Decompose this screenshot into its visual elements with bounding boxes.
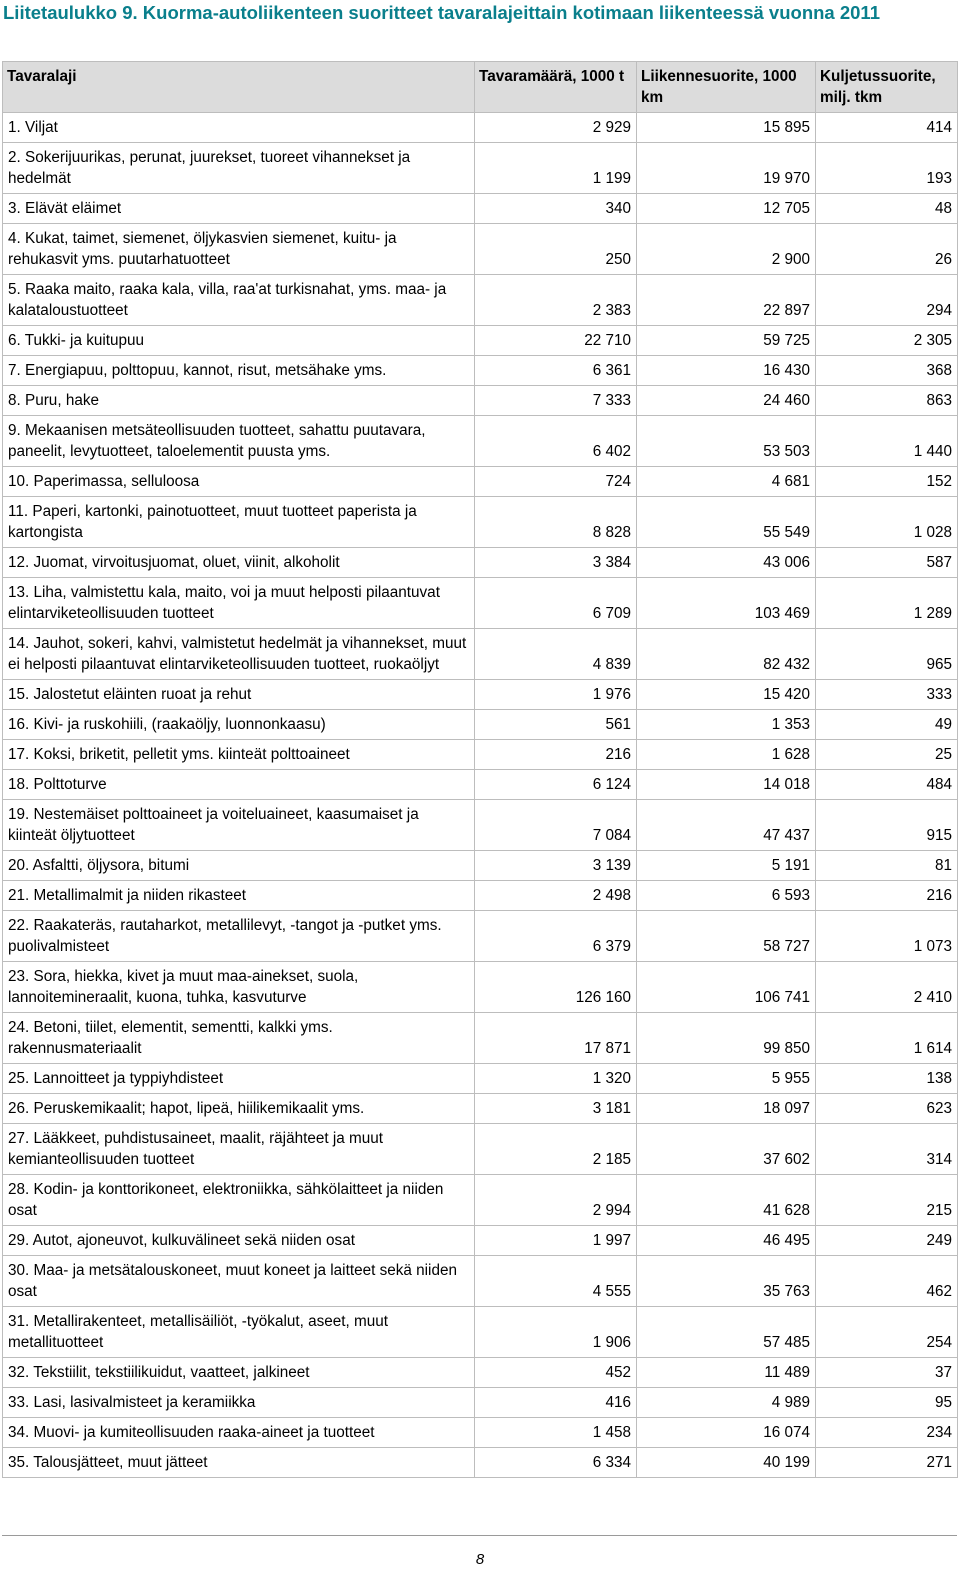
cell-tavaralaji: 2. Sokerijuurikas, perunat, juurekset, tuoreet vihannekset ja hedelmät [3, 143, 475, 194]
cell-tavaralaji: 34. Muovi- ja kumiteollisuuden raaka-aineet ja tuotteet [3, 1418, 475, 1448]
cell-tavaramaara: 1 997 [475, 1226, 637, 1256]
cell-tavaramaara: 250 [475, 224, 637, 275]
table-row [3, 548, 958, 578]
cell-tavaramaara: 3 139 [475, 851, 637, 881]
table-row [3, 416, 958, 467]
cell-tavaramaara: 6 334 [475, 1448, 637, 1478]
table-row [3, 224, 958, 275]
cell-kuljetussuorite: 2 410 [816, 962, 958, 1013]
cell-tavaramaara: 1 906 [475, 1307, 637, 1358]
cell-tavaralaji: 28. Kodin- ja konttorikoneet, elektroniikka, sähkölaitteet ja niiden osat [3, 1175, 475, 1226]
cell-tavaramaara: 3 384 [475, 548, 637, 578]
cell-tavaramaara: 6 124 [475, 770, 637, 800]
cell-tavaramaara: 6 402 [475, 416, 637, 467]
header-tavaralaji: Tavaralaji [3, 62, 475, 113]
table-row [3, 851, 958, 881]
cell-liikennesuorite: 57 485 [637, 1307, 816, 1358]
cell-liikennesuorite: 4 681 [637, 467, 816, 497]
cell-kuljetussuorite: 1 028 [816, 497, 958, 548]
cell-kuljetussuorite: 37 [816, 1358, 958, 1388]
cell-kuljetussuorite: 2 305 [816, 326, 958, 356]
table-row [3, 1175, 958, 1226]
cell-kuljetussuorite: 95 [816, 1388, 958, 1418]
cell-liikennesuorite: 19 970 [637, 143, 816, 194]
cell-liikennesuorite: 43 006 [637, 548, 816, 578]
cell-tavaramaara: 8 828 [475, 497, 637, 548]
table-row [3, 881, 958, 911]
table-row [3, 1358, 958, 1388]
table-row [3, 1448, 958, 1478]
cell-tavaralaji: 18. Polttoturve [3, 770, 475, 800]
cell-kuljetussuorite: 414 [816, 113, 958, 143]
table-row [3, 1256, 958, 1307]
cell-kuljetussuorite: 138 [816, 1064, 958, 1094]
page-number: 8 [475, 1551, 485, 1568]
cell-tavaralaji: 4. Kukat, taimet, siemenet, öljykasvien siemenet, kuitu- ja rehukasvit yms. puutarhatuotteet [3, 224, 475, 275]
cell-liikennesuorite: 18 097 [637, 1094, 816, 1124]
cell-tavaramaara: 6 379 [475, 911, 637, 962]
cell-liikennesuorite: 1 628 [637, 740, 816, 770]
cell-kuljetussuorite: 26 [816, 224, 958, 275]
table-row [3, 1013, 958, 1064]
table-row [3, 1124, 958, 1175]
table-row [3, 386, 958, 416]
cell-tavaramaara: 2 929 [475, 113, 637, 143]
cell-kuljetussuorite: 216 [816, 881, 958, 911]
table-row [3, 962, 958, 1013]
cell-kuljetussuorite: 193 [816, 143, 958, 194]
cell-liikennesuorite: 16 430 [637, 356, 816, 386]
cell-kuljetussuorite: 368 [816, 356, 958, 386]
cell-tavaralaji: 25. Lannoitteet ja typpiyhdisteet [3, 1064, 475, 1094]
cell-liikennesuorite: 6 593 [637, 881, 816, 911]
table-row [3, 1418, 958, 1448]
cell-liikennesuorite: 99 850 [637, 1013, 816, 1064]
cell-tavaramaara: 7 084 [475, 800, 637, 851]
cell-kuljetussuorite: 294 [816, 275, 958, 326]
cell-liikennesuorite: 106 741 [637, 962, 816, 1013]
table-row [3, 1226, 958, 1256]
cell-tavaralaji: 12. Juomat, virvoitusjuomat, oluet, viinit, alkoholit [3, 548, 475, 578]
cell-liikennesuorite: 5 955 [637, 1064, 816, 1094]
cell-tavaramaara: 17 871 [475, 1013, 637, 1064]
freight-table [2, 61, 958, 1478]
cell-liikennesuorite: 35 763 [637, 1256, 816, 1307]
table-row [3, 113, 958, 143]
cell-tavaralaji: 17. Koksi, briketit, pelletit yms. kiinteät polttoaineet [3, 740, 475, 770]
cell-liikennesuorite: 5 191 [637, 851, 816, 881]
table-row [3, 1094, 958, 1124]
cell-kuljetussuorite: 81 [816, 851, 958, 881]
cell-tavaralaji: 11. Paperi, kartonki, painotuotteet, muut tuotteet paperista ja kartongista [3, 497, 475, 548]
cell-tavaramaara: 1 320 [475, 1064, 637, 1094]
cell-tavaramaara: 416 [475, 1388, 637, 1418]
cell-liikennesuorite: 55 549 [637, 497, 816, 548]
table-row [3, 275, 958, 326]
cell-tavaralaji: 8. Puru, hake [3, 386, 475, 416]
cell-tavaramaara: 561 [475, 710, 637, 740]
cell-tavaralaji: 16. Kivi- ja ruskohiili, (raakaöljy, luonnonkaasu) [3, 710, 475, 740]
cell-kuljetussuorite: 48 [816, 194, 958, 224]
cell-tavaralaji: 5. Raaka maito, raaka kala, villa, raa'at turkisnahat, yms. maa- ja kalataloustuotteet [3, 275, 475, 326]
cell-tavaralaji: 7. Energiapuu, polttopuu, kannot, risut, metsähake yms. [3, 356, 475, 386]
cell-kuljetussuorite: 249 [816, 1226, 958, 1256]
table-row [3, 770, 958, 800]
table-row [3, 1307, 958, 1358]
cell-liikennesuorite: 103 469 [637, 578, 816, 629]
cell-liikennesuorite: 14 018 [637, 770, 816, 800]
table-row [3, 710, 958, 740]
cell-kuljetussuorite: 271 [816, 1448, 958, 1478]
cell-tavaramaara: 22 710 [475, 326, 637, 356]
cell-tavaralaji: 29. Autot, ajoneuvot, kulkuvälineet sekä niiden osat [3, 1226, 475, 1256]
cell-liikennesuorite: 11 489 [637, 1358, 816, 1388]
cell-tavaramaara: 4 839 [475, 629, 637, 680]
cell-liikennesuorite: 47 437 [637, 800, 816, 851]
cell-tavaramaara: 6 361 [475, 356, 637, 386]
cell-tavaramaara: 724 [475, 467, 637, 497]
cell-liikennesuorite: 4 989 [637, 1388, 816, 1418]
cell-kuljetussuorite: 25 [816, 740, 958, 770]
cell-tavaralaji: 22. Raakateräs, rautaharkot, metallilevyt, -tangot ja -putket yms. puolivalmisteet [3, 911, 475, 962]
table-row [3, 911, 958, 962]
cell-tavaralaji: 33. Lasi, lasivalmisteet ja keramiikka [3, 1388, 475, 1418]
cell-liikennesuorite: 40 199 [637, 1448, 816, 1478]
table-row [3, 740, 958, 770]
cell-kuljetussuorite: 49 [816, 710, 958, 740]
cell-tavaralaji: 23. Sora, hiekka, kivet ja muut maa-ainekset, suola, lannoitemineraalit, kuona, tuhka, kasvuturve [3, 962, 475, 1013]
table-row [3, 800, 958, 851]
cell-tavaramaara: 2 994 [475, 1175, 637, 1226]
cell-kuljetussuorite: 965 [816, 629, 958, 680]
cell-tavaralaji: 27. Lääkkeet, puhdistusaineet, maalit, räjähteet ja muut kemianteollisuuden tuotteet [3, 1124, 475, 1175]
cell-tavaralaji: 1. Viljat [3, 113, 475, 143]
cell-tavaralaji: 21. Metallimalmit ja niiden rikasteet [3, 881, 475, 911]
cell-tavaralaji: 13. Liha, valmistettu kala, maito, voi ja muut helposti pilaantuvat elintarviketeollisuuden tuotteet [3, 578, 475, 629]
cell-kuljetussuorite: 484 [816, 770, 958, 800]
cell-liikennesuorite: 37 602 [637, 1124, 816, 1175]
cell-liikennesuorite: 2 900 [637, 224, 816, 275]
table-row [3, 326, 958, 356]
cell-tavaramaara: 1 458 [475, 1418, 637, 1448]
cell-liikennesuorite: 58 727 [637, 911, 816, 962]
cell-tavaramaara: 1 976 [475, 680, 637, 710]
cell-tavaralaji: 6. Tukki- ja kuitupuu [3, 326, 475, 356]
cell-kuljetussuorite: 254 [816, 1307, 958, 1358]
cell-tavaramaara: 1 199 [475, 143, 637, 194]
page-title: Liitetaulukko 9. Kuorma-autoliikenteen suoritteet tavaralajeittain kotimaan liikenteessä vuonna 2011 [3, 2, 880, 23]
cell-liikennesuorite: 1 353 [637, 710, 816, 740]
cell-tavaramaara: 2 498 [475, 881, 637, 911]
cell-tavaramaara: 452 [475, 1358, 637, 1388]
header-liikennesuorite: Liikennesuorite, 1000 km [637, 62, 816, 113]
cell-tavaramaara: 4 555 [475, 1256, 637, 1307]
header-tavaramaara: Tavaramäärä, 1000 t [475, 62, 637, 113]
cell-tavaralaji: 14. Jauhot, sokeri, kahvi, valmistetut hedelmät ja vihannekset, muut ei helposti pilaantuvat elintarviketeollisuuden tuotteet, ruokaöljyt [3, 629, 475, 680]
table-row [3, 1388, 958, 1418]
table-row [3, 194, 958, 224]
table-row [3, 1064, 958, 1094]
cell-tavaralaji: 10. Paperimassa, selluloosa [3, 467, 475, 497]
cell-tavaramaara: 7 333 [475, 386, 637, 416]
cell-kuljetussuorite: 314 [816, 1124, 958, 1175]
cell-tavaramaara: 2 185 [475, 1124, 637, 1175]
table-row [3, 497, 958, 548]
table-row [3, 629, 958, 680]
cell-kuljetussuorite: 587 [816, 548, 958, 578]
cell-liikennesuorite: 16 074 [637, 1418, 816, 1448]
cell-tavaralaji: 19. Nestemäiset polttoaineet ja voiteluaineet, kaasumaiset ja kiinteät öljytuotteet [3, 800, 475, 851]
cell-kuljetussuorite: 1 614 [816, 1013, 958, 1064]
table-row [3, 578, 958, 629]
cell-kuljetussuorite: 863 [816, 386, 958, 416]
cell-tavaramaara: 216 [475, 740, 637, 770]
cell-tavaramaara: 340 [475, 194, 637, 224]
cell-tavaralaji: 30. Maa- ja metsätalouskoneet, muut koneet ja laitteet sekä niiden osat [3, 1256, 475, 1307]
cell-tavaralaji: 32. Tekstiilit, tekstiilikuidut, vaatteet, jalkineet [3, 1358, 475, 1388]
cell-liikennesuorite: 24 460 [637, 386, 816, 416]
cell-kuljetussuorite: 1 073 [816, 911, 958, 962]
cell-kuljetussuorite: 215 [816, 1175, 958, 1226]
cell-kuljetussuorite: 1 440 [816, 416, 958, 467]
cell-kuljetussuorite: 915 [816, 800, 958, 851]
cell-liikennesuorite: 22 897 [637, 275, 816, 326]
table-row [3, 467, 958, 497]
table-row [3, 143, 958, 194]
table-header-row [3, 62, 958, 113]
cell-liikennesuorite: 41 628 [637, 1175, 816, 1226]
cell-liikennesuorite: 46 495 [637, 1226, 816, 1256]
table-row [3, 356, 958, 386]
cell-kuljetussuorite: 1 289 [816, 578, 958, 629]
footer-divider [2, 1535, 957, 1536]
cell-liikennesuorite: 59 725 [637, 326, 816, 356]
cell-tavaramaara: 3 181 [475, 1094, 637, 1124]
table-row [3, 680, 958, 710]
cell-tavaralaji: 31. Metallirakenteet, metallisäiliöt, -työkalut, aseet, muut metallituotteet [3, 1307, 475, 1358]
cell-liikennesuorite: 82 432 [637, 629, 816, 680]
cell-tavaralaji: 9. Mekaanisen metsäteollisuuden tuotteet, sahattu puutavara, paneelit, levytuotteet, taloelementit puusta yms. [3, 416, 475, 467]
cell-tavaralaji: 15. Jalostetut eläinten ruoat ja rehut [3, 680, 475, 710]
cell-tavaralaji: 35. Talousjätteet, muut jätteet [3, 1448, 475, 1478]
table-body [3, 113, 958, 1478]
cell-tavaralaji: 26. Peruskemikaalit; hapot, lipeä, hiilikemikaalit yms. [3, 1094, 475, 1124]
cell-kuljetussuorite: 234 [816, 1418, 958, 1448]
cell-liikennesuorite: 15 895 [637, 113, 816, 143]
cell-tavaralaji: 3. Elävät eläimet [3, 194, 475, 224]
cell-tavaramaara: 126 160 [475, 962, 637, 1013]
cell-liikennesuorite: 12 705 [637, 194, 816, 224]
cell-kuljetussuorite: 462 [816, 1256, 958, 1307]
cell-kuljetussuorite: 623 [816, 1094, 958, 1124]
cell-tavaramaara: 2 383 [475, 275, 637, 326]
cell-liikennesuorite: 15 420 [637, 680, 816, 710]
cell-kuljetussuorite: 152 [816, 467, 958, 497]
cell-kuljetussuorite: 333 [816, 680, 958, 710]
header-kuljetussuorite: Kuljetussuorite, milj. tkm [816, 62, 958, 113]
cell-tavaralaji: 24. Betoni, tiilet, elementit, sementti, kalkki yms. rakennusmateriaalit [3, 1013, 475, 1064]
cell-liikennesuorite: 53 503 [637, 416, 816, 467]
cell-tavaramaara: 6 709 [475, 578, 637, 629]
cell-tavaralaji: 20. Asfaltti, öljysora, bitumi [3, 851, 475, 881]
